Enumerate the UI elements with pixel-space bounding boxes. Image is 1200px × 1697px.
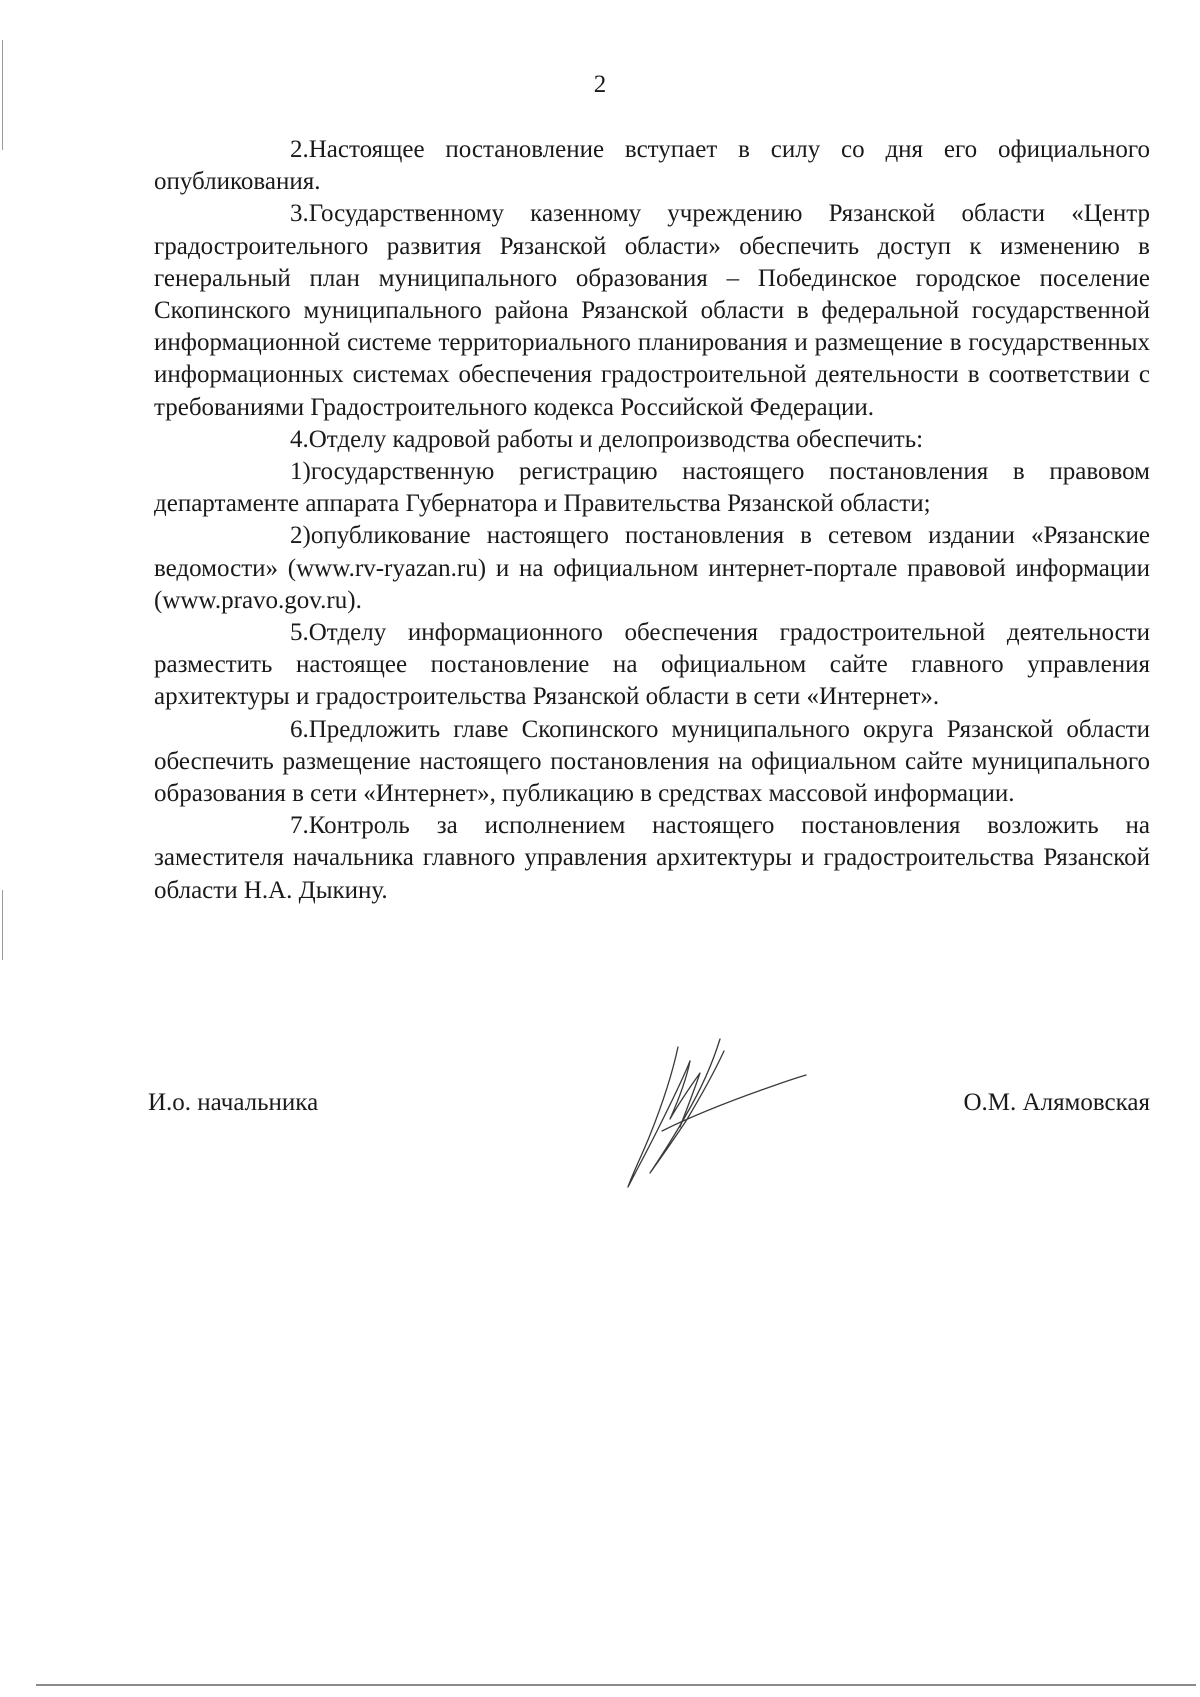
paragraph-4 <box>154 424 1150 456</box>
paragraph-text: Предложить главе Скопинского муниципального округа Рязанской области обеспечить размещение настоящего постановления на официальном сайте муниципального образования в сети «Интернет», публикацию в средствах массовой информации. <box>154 715 1150 808</box>
handwritten-signature <box>620 1035 810 1195</box>
page-number: 2 <box>593 71 607 98</box>
document-body <box>154 134 1150 907</box>
paragraph-6 <box>154 714 1150 811</box>
subparagraph-1 <box>154 456 1150 520</box>
paragraph-text: Контроль за исполнением настоящего постановления возложить на заместителя начальника главного управления архитектуры и градостроительства Рязанской области Н.А. Дыкину. <box>154 812 1150 904</box>
paragraph-text: опубликование настоящего постановления в сетевом издании «Рязанские ведомости» (www.rv-ryazan.ru) и на официальном интернет-портале правовой информации (www.pravo.gov.ru). <box>154 522 1150 614</box>
paragraph-number: 5. <box>290 619 309 647</box>
paragraph-2 <box>154 134 1150 198</box>
paragraph-7 <box>154 810 1150 907</box>
paragraph-5 <box>154 617 1150 714</box>
paragraph-number: 3. <box>290 200 309 228</box>
signatory-position: И.о. начальника <box>148 1089 319 1116</box>
paragraph-text: Настоящее постановление вступает в силу со дня его официального опубликования. <box>154 136 1150 196</box>
paragraph-text: Отделу информационного обеспечения градостроительной деятельности разместить настоящее постановление на официальном сайте главного управления архитектуры и градостроительства Рязанской области в сети «Интернет». <box>154 619 1150 711</box>
paragraph-number: 7. <box>290 812 309 840</box>
subparagraph-2 <box>154 520 1150 617</box>
paragraph-text: Государственному казенному учреждению Рязанской области «Центр градостроительного развития Рязанской области» обеспечить доступ к изменению в генеральный план муниципального образования – Побединское городское поселение Скопинского муниципального района Рязанской области в федеральной государственной информационной системе территориального планирования и размещение в государственных информационных системах обеспечения градостроительной деятельности в соответствии с требованиями Градостроительного кодекса Российской Федерации. <box>154 200 1150 421</box>
paragraph-text: государственную регистрацию настоящего постановления в правовом департаменте аппарата Губернатора и Правительства Рязанской области; <box>154 458 1150 518</box>
paragraph-number: 4. <box>290 425 309 453</box>
scan-edge-mark <box>2 890 3 960</box>
paragraph-number: 2. <box>290 136 309 163</box>
paragraph-number: 1) <box>290 458 311 486</box>
paragraph-text: Отделу кадровой работы и делопроизводства обеспечить: <box>308 425 924 453</box>
paragraph-3 <box>154 198 1150 423</box>
signatory-name: О.М. Алямовская <box>963 1089 1150 1116</box>
paragraph-number: 2) <box>290 522 311 550</box>
scan-bottom-edge <box>36 1684 1196 1686</box>
paragraph-number: 6. <box>290 715 309 743</box>
